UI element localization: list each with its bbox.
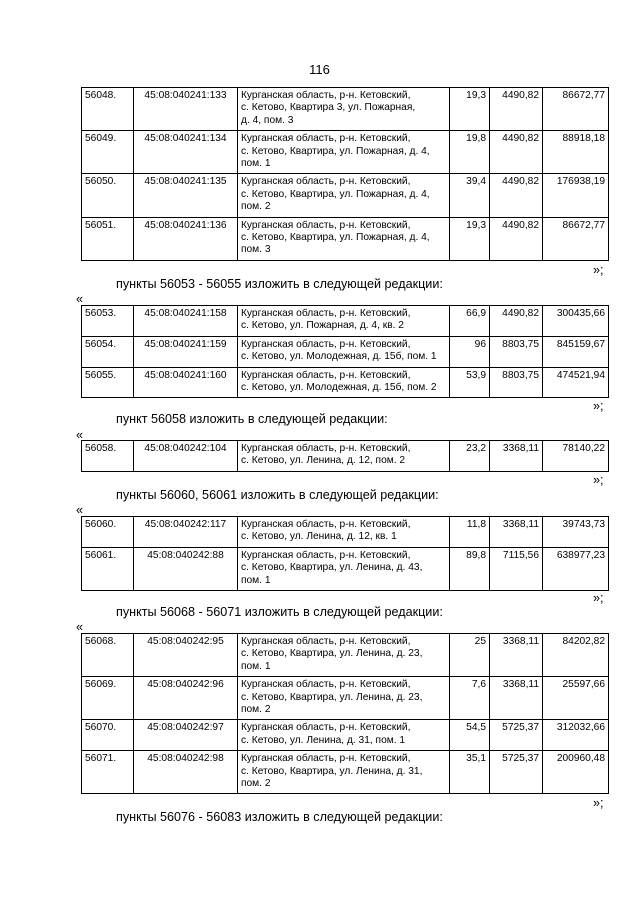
address-line: с. Кетово, ул. Ленина, д. 31, пом. 1 (241, 734, 406, 746)
opening-quote: « (76, 292, 84, 306)
address-line: с. Кетово, Квартира, ул. Ленина, д. 23, (241, 648, 423, 660)
address-line: Курганская область, р-н. Кетовский, (241, 338, 411, 350)
table-row (82, 174, 609, 217)
address-line: пом. 1 (241, 158, 271, 170)
address-line: Курганская область, р-н. Кетовский, (241, 443, 411, 454)
unit-value-cell: 3368,11 (490, 441, 543, 472)
cadastral-number-cell: 45:08:040241:159 (134, 336, 238, 367)
unit-value-cell: 7115,56 (490, 547, 543, 590)
table-row (82, 367, 609, 398)
closing-quote: »; (593, 263, 604, 277)
address-line: пом. 1 (241, 660, 271, 672)
cadastral-number-cell: 45:08:040241:160 (134, 367, 238, 398)
item-number-cell: 56048. (82, 88, 134, 131)
area-cell: 96 (450, 336, 490, 367)
cadastral-value-cell: 25597,66 (543, 677, 609, 720)
unit-value-cell: 4490,82 (490, 174, 543, 217)
cadastral-value-cell: 86672,77 (543, 88, 609, 131)
cadastral-value-cell: 638977,23 (543, 547, 609, 590)
instruction-text: пункты 56076 - 56083 изложить в следующей редакции: (116, 810, 443, 824)
instruction-text: пункты 56053 - 56055 изложить в следующей редакции: (116, 277, 443, 291)
closing-quote: »; (593, 399, 604, 413)
closing-quote: »; (593, 796, 604, 810)
item-number-cell: 56058. (82, 441, 134, 472)
cadastral-value-cell: 78140,22 (543, 441, 609, 472)
address-line: Курганская область, р-н. Кетовский, (241, 176, 411, 188)
area-cell: 25 (450, 634, 490, 677)
cadastral-number-cell: 45:08:040241:135 (134, 174, 238, 217)
cadastral-number-cell: 45:08:040241:136 (134, 217, 238, 260)
area-cell: 39,4 (450, 174, 490, 217)
address-line: с. Кетово, Квартира 3, ул. Пожарная, (241, 102, 416, 114)
table-row (82, 517, 609, 548)
item-number-cell: 56049. (82, 131, 134, 174)
item-number-cell: 56061. (82, 547, 134, 590)
cadastral-number-cell: 45:08:040241:133 (134, 88, 238, 131)
address-line: с. Кетово, Квартира, ул. Ленина, д. 43, (241, 562, 423, 574)
address-line: Курганская область, р-н. Кетовский, (241, 549, 411, 561)
address-cell (238, 174, 450, 217)
address-line: с. Кетово, ул. Пожарная, д. 4, кв. 2 (241, 320, 404, 332)
unit-value-cell: 8803,75 (490, 336, 543, 367)
cadastral-value-cell: 176938,19 (543, 174, 609, 217)
cadastral-number-cell: 45:08:040242:98 (134, 751, 238, 794)
address-line: с. Кетово, ул. Молодежная, д. 15б, пом. 2 (241, 382, 437, 394)
address-line: Курганская область, р-н. Кетовский, (241, 519, 411, 530)
table-row (82, 88, 609, 131)
table-row (82, 306, 609, 337)
page-number: 116 (309, 62, 330, 77)
item-number-cell: 56050. (82, 174, 134, 217)
cadastral-value-cell: 200960,48 (543, 751, 609, 794)
address-line: пом. 2 (241, 704, 271, 716)
cadastral-number-cell: 45:08:040242:97 (134, 720, 238, 751)
cadastral-number-cell: 45:08:040242:104 (134, 441, 238, 472)
cadastral-number-cell: 45:08:040242:96 (134, 677, 238, 720)
address-line: Курганская область, р-н. Кетовский, (241, 636, 411, 647)
address-cell (238, 517, 450, 548)
unit-value-cell: 4490,82 (490, 306, 543, 337)
opening-quote: « (76, 620, 84, 634)
address-line: д. 4, пом. 3 (241, 114, 294, 126)
instruction-text: пункт 56058 изложить в следующей редакции: (116, 412, 388, 426)
address-line: пом. 2 (241, 201, 271, 213)
cadastral-number-cell: 45:08:040242:117 (134, 517, 238, 548)
address-line: Курганская область, р-н. Кетовский, (241, 219, 411, 231)
address-cell (238, 131, 450, 174)
unit-value-cell: 3368,11 (490, 634, 543, 677)
address-line: Курганская область, р-н. Кетовский, (241, 308, 411, 319)
item-number-cell: 56054. (82, 336, 134, 367)
item-number-cell: 56060. (82, 517, 134, 548)
unit-value-cell: 4490,82 (490, 217, 543, 260)
area-cell: 35,1 (450, 751, 490, 794)
property-table (81, 633, 609, 794)
unit-value-cell: 5725,37 (490, 751, 543, 794)
area-cell: 19,8 (450, 131, 490, 174)
item-number-cell: 56053. (82, 306, 134, 337)
address-line: Курганская область, р-н. Кетовский, (241, 753, 411, 765)
address-line: с. Кетово, Квартира, ул. Ленина, д. 23, (241, 691, 423, 703)
cadastral-number-cell: 45:08:040241:134 (134, 131, 238, 174)
address-line: пом. 1 (241, 574, 271, 586)
unit-value-cell: 4490,82 (490, 131, 543, 174)
table-row (82, 336, 609, 367)
table-row (82, 131, 609, 174)
unit-value-cell: 4490,82 (490, 88, 543, 131)
instruction-text: пункты 56060, 56061 изложить в следующей редакции: (116, 488, 439, 502)
address-cell (238, 88, 450, 131)
unit-value-cell: 3368,11 (490, 517, 543, 548)
table-row (82, 677, 609, 720)
address-line: с. Кетово, Квартира, ул. Пожарная, д. 4, (241, 188, 430, 200)
table-row (82, 217, 609, 260)
cadastral-value-cell: 474521,94 (543, 367, 609, 398)
cadastral-value-cell: 84202,82 (543, 634, 609, 677)
address-line: с. Кетово, Квартира, ул. Ленина, д. 31, (241, 765, 423, 777)
closing-quote: »; (593, 473, 604, 487)
address-cell (238, 751, 450, 794)
opening-quote: « (76, 503, 84, 517)
address-cell (238, 306, 450, 337)
instruction-text: пункты 56068 - 56071 изложить в следующей редакции: (116, 605, 443, 619)
address-line: Курганская область, р-н. Кетовский, (241, 133, 411, 145)
area-cell: 7,6 (450, 677, 490, 720)
address-cell (238, 677, 450, 720)
table-row (82, 547, 609, 590)
address-line: с. Кетово, Квартира, ул. Пожарная, д. 4, (241, 145, 430, 157)
area-cell: 89,8 (450, 547, 490, 590)
cadastral-value-cell: 312032,66 (543, 720, 609, 751)
address-cell (238, 634, 450, 677)
cadastral-number-cell: 45:08:040241:158 (134, 306, 238, 337)
address-line: Курганская область, р-н. Кетовский, (241, 722, 411, 734)
address-line: с. Кетово, ул. Молодежная, д. 15б, пом. 1 (241, 351, 437, 363)
address-line: пом. 3 (241, 244, 271, 256)
item-number-cell: 56070. (82, 720, 134, 751)
property-table (81, 440, 609, 472)
address-cell (238, 441, 450, 472)
address-line: с. Кетово, ул. Ленина, д. 12, кв. 1 (241, 531, 397, 543)
table-row (82, 441, 609, 472)
closing-quote: »; (593, 591, 604, 605)
address-line: Курганская область, р-н. Кетовский, (241, 679, 411, 691)
area-cell: 23,2 (450, 441, 490, 472)
item-number-cell: 56071. (82, 751, 134, 794)
cadastral-value-cell: 300435,66 (543, 306, 609, 337)
area-cell: 54,5 (450, 720, 490, 751)
address-cell (238, 336, 450, 367)
cadastral-value-cell: 88918,18 (543, 131, 609, 174)
address-line: Курганская область, р-н. Кетовский, (241, 90, 411, 101)
cadastral-number-cell: 45:08:040242:88 (134, 547, 238, 590)
cadastral-value-cell: 845159,67 (543, 336, 609, 367)
address-line: пом. 2 (241, 778, 271, 790)
area-cell: 66,9 (450, 306, 490, 337)
table-row (82, 751, 609, 794)
cadastral-number-cell: 45:08:040242:95 (134, 634, 238, 677)
address-cell (238, 547, 450, 590)
item-number-cell: 56068. (82, 634, 134, 677)
address-cell (238, 720, 450, 751)
cadastral-value-cell: 39743,73 (543, 517, 609, 548)
address-cell (238, 367, 450, 398)
property-table (81, 305, 609, 398)
cadastral-value-cell: 86672,77 (543, 217, 609, 260)
unit-value-cell: 5725,37 (490, 720, 543, 751)
address-line: с. Кетово, Квартира, ул. Пожарная, д. 4, (241, 232, 430, 244)
area-cell: 19,3 (450, 217, 490, 260)
item-number-cell: 56055. (82, 367, 134, 398)
item-number-cell: 56051. (82, 217, 134, 260)
address-line: с. Кетово, ул. Ленина, д. 12, пом. 2 (241, 455, 406, 467)
area-cell: 53,9 (450, 367, 490, 398)
unit-value-cell: 3368,11 (490, 677, 543, 720)
item-number-cell: 56069. (82, 677, 134, 720)
property-table (81, 87, 609, 261)
unit-value-cell: 8803,75 (490, 367, 543, 398)
table-row (82, 720, 609, 751)
address-cell (238, 217, 450, 260)
table-row (82, 634, 609, 677)
area-cell: 11,8 (450, 517, 490, 548)
property-table (81, 516, 609, 591)
opening-quote: « (76, 428, 84, 442)
address-line: Курганская область, р-н. Кетовский, (241, 369, 411, 381)
area-cell: 19,3 (450, 88, 490, 131)
